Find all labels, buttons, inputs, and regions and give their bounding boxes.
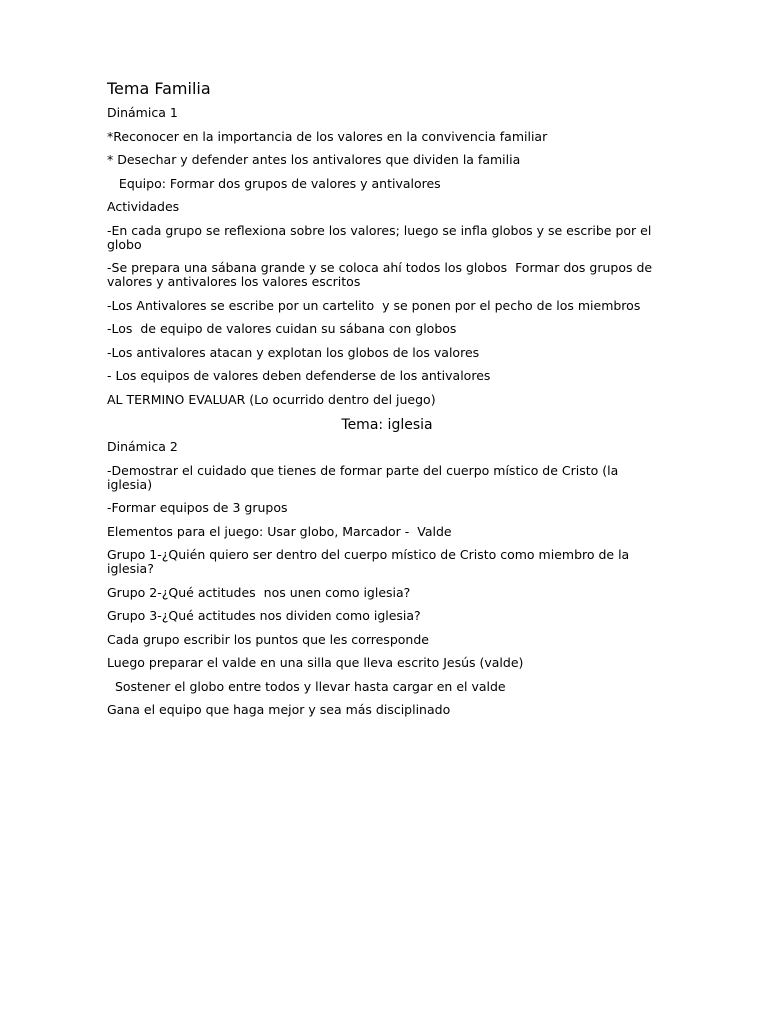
paragraph: -Los antivalores atacan y explotan los globos de los valores bbox=[107, 344, 480, 360]
paragraph: *Reconocer en la importancia de los valores en la convivencia familiar bbox=[107, 128, 548, 144]
dinamica-2-label: Dinámica 2 bbox=[107, 439, 178, 454]
paragraph: -Los Antivalores se escribe por un cartelito y se ponen por el pecho de los miembros bbox=[107, 297, 641, 313]
paragraph: -Los de equipo de valores cuidan su sábana con globos bbox=[107, 321, 457, 336]
paragraph: Sostener el globo entre todos y llevar hasta cargar en el valde bbox=[107, 678, 506, 694]
paragraph: AL TERMINO EVALUAR (Lo ocurrido dentro del juego) bbox=[107, 391, 436, 407]
paragraph: Gana el equipo que haga mejor y sea más disciplinado bbox=[107, 702, 451, 717]
paragraph: Grupo 1-¿Quién quiero ser dentro del cuerpo místico de Cristo como miembro de la iglesia? bbox=[107, 547, 634, 576]
paragraph: Grupo 3-¿Qué actitudes nos dividen como iglesia? bbox=[107, 608, 421, 623]
paragraph: -Formar equipos de 3 grupos bbox=[107, 500, 288, 515]
paragraph: Elementos para el juego: Usar globo, Marcador - Valde bbox=[107, 523, 452, 539]
paragraph: - Los equipos de valores deben defenderse de los antivalores bbox=[107, 368, 491, 383]
paragraph: -En cada grupo se reflexiona sobre los valores; luego se infla globos y se escribe por el globo bbox=[107, 222, 656, 252]
document-page bbox=[107, 78, 667, 727]
paragraph: Equipo: Formar dos grupos de valores y antivalores bbox=[107, 175, 441, 191]
paragraph: Luego preparar el valde en una silla que lleva escrito Jesús (valde) bbox=[107, 655, 524, 670]
paragraph: -Se prepara una sábana grande y se coloca ahí todos los globos Formar dos grupos de valores y antivalores los valores escritos bbox=[107, 260, 657, 289]
paragraph: * Desechar y defender antes los antivalores que dividen la familia bbox=[107, 152, 521, 167]
paragraph: -Demostrar el cuidado que tienes de formar parte del cuerpo místico de Cristo (la iglesia) bbox=[107, 462, 623, 492]
dinamica-1-label: Dinámica 1 bbox=[107, 105, 178, 120]
doc-title-familia: Tema Familia bbox=[107, 79, 211, 98]
paragraph: Grupo 2-¿Qué actitudes nos unen como iglesia? bbox=[107, 584, 411, 600]
doc-title-iglesia: Tema: iglesia bbox=[341, 417, 433, 433]
actividades-label: Actividades bbox=[107, 199, 180, 214]
paragraph: Cada grupo escribir los puntos que les corresponde bbox=[107, 631, 429, 647]
